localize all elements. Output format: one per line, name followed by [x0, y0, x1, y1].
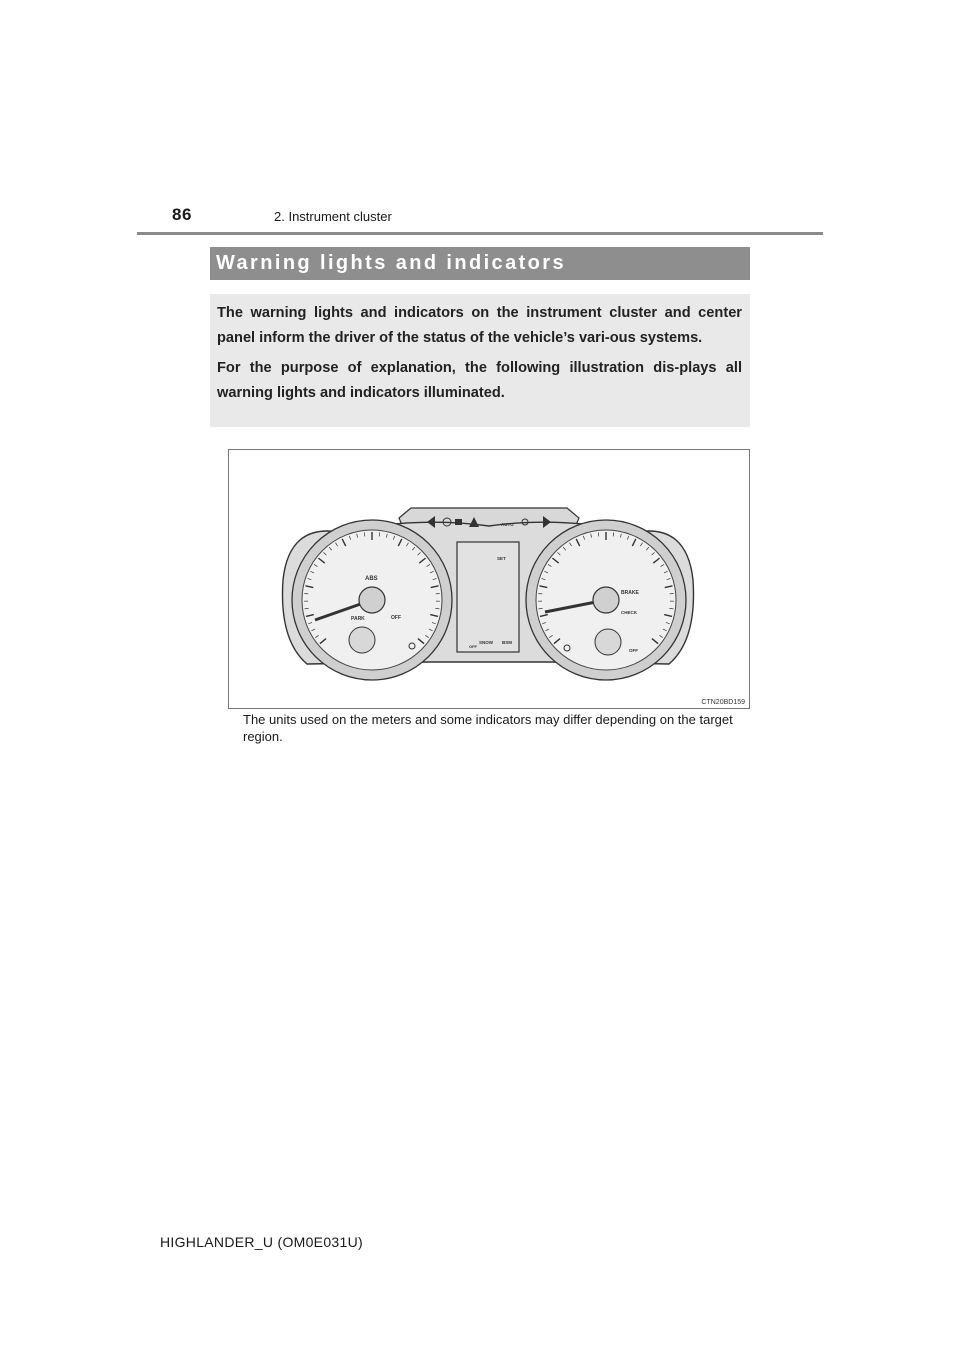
brake-label: BRAKE [621, 590, 639, 596]
check-label: CHECK [621, 610, 638, 615]
instrument-cluster-figure [228, 449, 750, 709]
center-display [457, 542, 519, 652]
intro-paragraph-1: The warning lights and indicators on the instrument cluster and center panel inform the driver of the status of the vehicle’s vari-ous systems. [217, 305, 742, 346]
off-right-label: OFF [629, 648, 638, 653]
footer-model-code: HIGHLANDER_U (OM0E031U) [160, 1234, 363, 1250]
figure-code: CTN20BD159 [701, 699, 745, 706]
header-divider [137, 232, 823, 235]
figure-note: The units used on the meters and some indicators may differ depending on the target region. [243, 712, 733, 744]
instrument-cluster-illustration [229, 450, 749, 708]
set-label: SET [497, 556, 506, 561]
banner-title: Warning lights and indicators [216, 252, 566, 274]
abs-label: ABS [365, 576, 378, 582]
off-center-label: OFF [469, 644, 477, 649]
section-title: 2. Instrument cluster [274, 209, 392, 224]
right-gauge-hub [593, 587, 619, 613]
headlight-icon [455, 519, 462, 525]
intro-paragraph-2: For the purpose of explanation, the following illustration dis-plays all warning lights and indicators illuminated. [217, 360, 742, 401]
auto-label: AUTO [501, 522, 514, 527]
bsm-label: BSM [502, 640, 512, 645]
page-number: 86 [172, 205, 192, 224]
intro-box [210, 294, 750, 427]
section-banner [210, 247, 750, 280]
snow-label: SNOW [479, 640, 493, 645]
left-gauge-hub [359, 587, 385, 613]
right-sub-gauge [595, 629, 621, 655]
off-left-label: OFF [391, 615, 401, 621]
park-label: PARK [351, 616, 365, 622]
left-sub-gauge [349, 627, 375, 653]
